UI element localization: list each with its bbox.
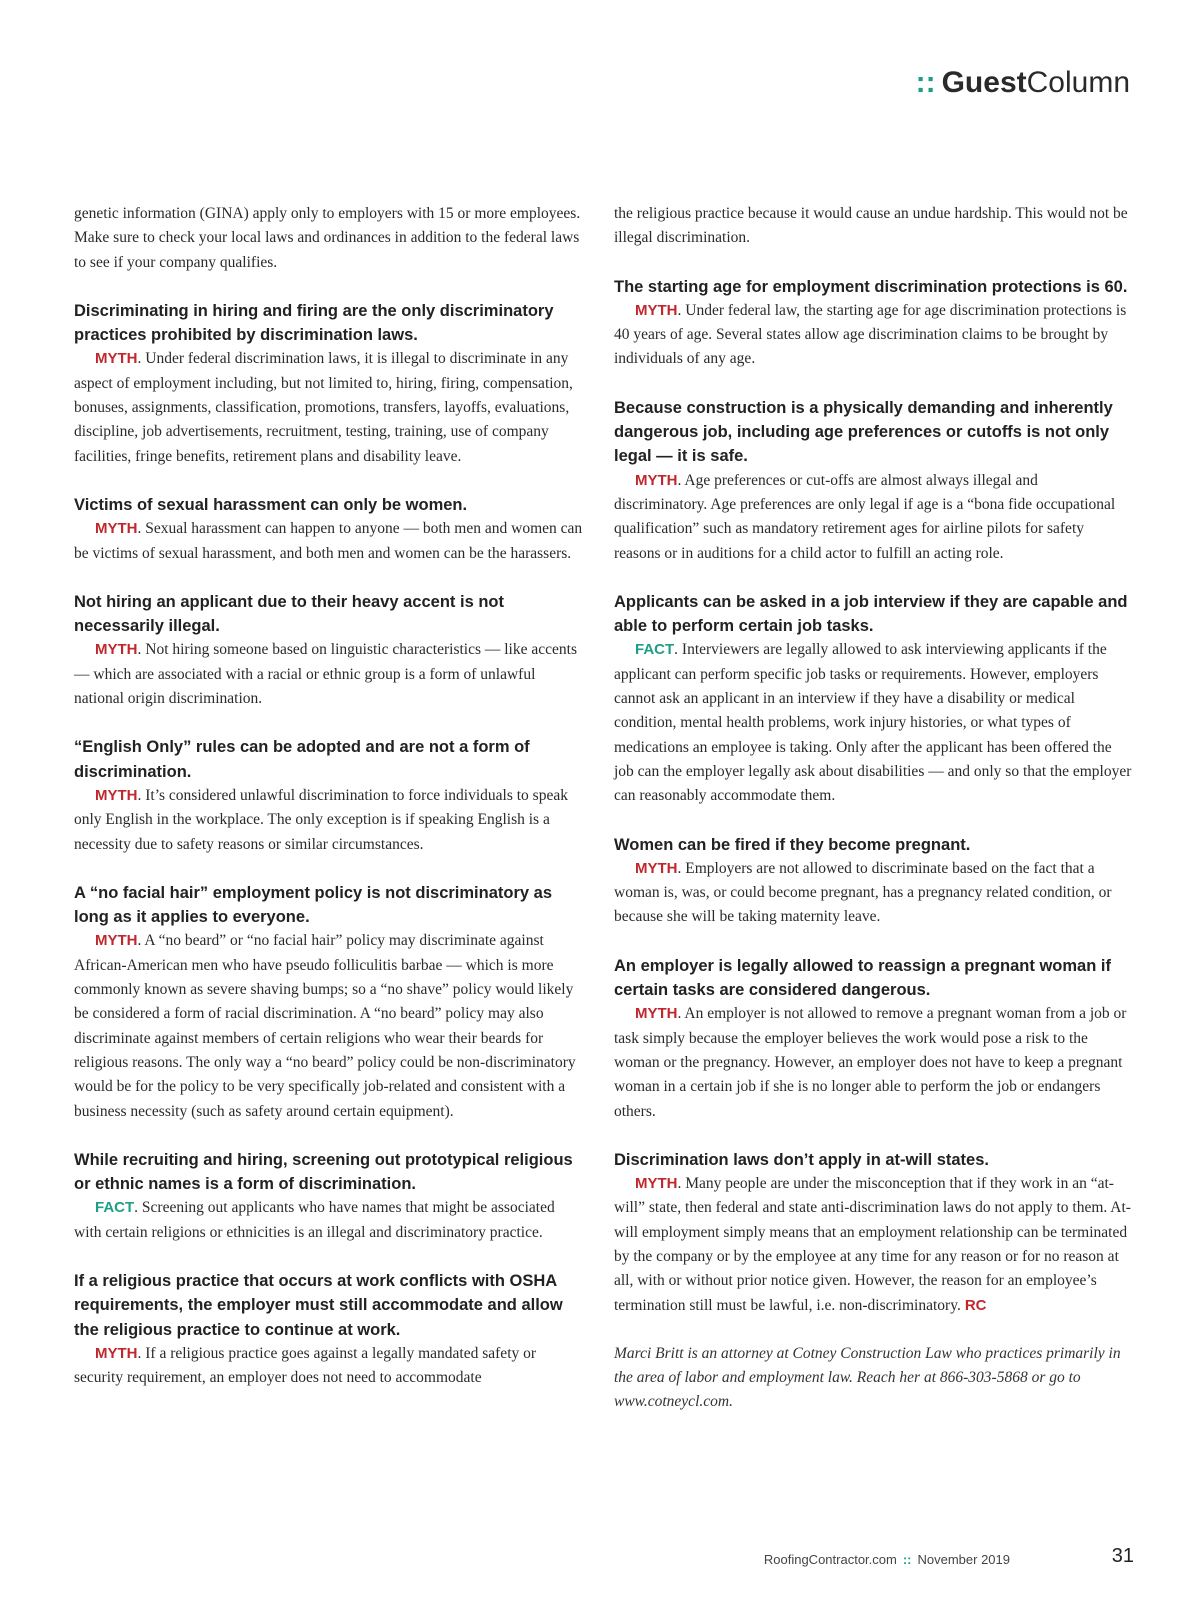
verdict-tag: MYTH — [95, 350, 138, 368]
answer-text: . It’s considered unlawful discrimination to force individuals to speak only English in the workplace. The only exception is if speaking English is a necessity due to safety reasons or similar circumstances. — [74, 786, 568, 853]
answer-text: . Not hiring someone based on linguistic characteristics — like accents — which are associated with a racial or ethnic group is a form of unlawful national origin discrimination. — [74, 641, 577, 708]
article-item — [74, 590, 586, 711]
question: If a religious practice that occurs at work conflicts with OSHA requirements, the employer must still accommodate and allow the religious practice to continue at work. — [74, 1271, 563, 1339]
question: Discrimination laws don’t apply in at-will states. — [614, 1150, 989, 1169]
verdict-tag: MYTH — [95, 932, 138, 950]
answer — [614, 638, 1134, 808]
answer — [614, 469, 1134, 566]
article-item — [614, 833, 1134, 930]
article-item — [74, 493, 586, 566]
header-light: Column — [1026, 66, 1130, 99]
question: A “no facial hair” employment policy is not discriminatory as long as it applies to everyone. — [74, 883, 553, 927]
question: Applicants can be asked in a job interview if they are capable and able to perform certain job tasks. — [614, 592, 1128, 636]
answer-text: . Employers are not allowed to discriminate based on the fact that a woman is, was, or could become pregnant, has a pregnancy related condition, or because she will be taking maternity leave. — [614, 859, 1112, 926]
answer — [74, 784, 586, 857]
answer-text: . An employer is not allowed to remove a pregnant woman from a job or task simply because the employer believes the work would pose a risk to the woman or the pregnancy. However, an employer does not have to keep a pregnant woman in a certain job if she is no longer able to perform the job or endangers others. — [614, 1005, 1127, 1120]
answer-text: . Interviewers are legally allowed to ask interviewing applicants if the applicant can perform specific job tasks or requirements. However, employers cannot ask an applicant in an interview if they have a disability or medical condition, mental health problems, work injury histories, or what types of medications an employee is taking. Only after the applicant has been offered the job can the employer legally ask about disabilities — and only so that the employer can reasonably accommodate them. — [614, 641, 1132, 805]
page-number: 31 — [1111, 1545, 1134, 1567]
answer-text: . Screening out applicants who have names that might be associated with certain religions or ethnicities is an illegal and discriminatory practice. — [74, 1199, 555, 1241]
answer-text: . Age preferences or cut-offs are almost always illegal and discriminatory. Age preferences are only legal if age is a “bona fide occupational qualification” such as mandatory retirement ages for airline pilots for safety reasons or in auditions for a child actor to fulfill an acting role. — [614, 471, 1116, 562]
question: An employer is legally allowed to reassign a pregnant woman if certain tasks are considered dangerous. — [614, 956, 1111, 1000]
verdict-tag: FACT — [635, 641, 675, 659]
answer — [614, 299, 1134, 372]
question: Because construction is a physically demanding and inherently dangerous job, including age preferences or cutoffs is not only legal — it is safe. — [614, 398, 1113, 466]
answer — [74, 517, 586, 566]
answer-text: . If a religious practice goes against a legally mandated safety or security requirement, an employer does not need to accommodate — [74, 1344, 537, 1387]
header-bold: Guest — [941, 66, 1027, 99]
verdict-tag: MYTH — [635, 1005, 678, 1023]
verdict-tag: MYTH — [95, 641, 138, 659]
answer — [614, 857, 1134, 930]
answer — [74, 638, 586, 711]
answer — [614, 1002, 1134, 1123]
page-footer — [764, 1552, 1010, 1567]
article-item — [74, 1269, 586, 1390]
left-lead: genetic information (GINA) apply only to employers with 15 or more employees. Make sure to check your local laws and ordinances in addition to the federal laws to see if your company qualifies. — [74, 205, 581, 271]
answer-text: . Under federal discrimination laws, it is illegal to discriminate in any aspect of employment including, but not limited to, hiring, firing, compensation, bonuses, assignments, classification, promotions, transfers, layoffs, evaluations, discipline, job advertisements, recruitment, testing, training, use of company facilities, fringe benefits, retirement plans and disability leave. — [74, 350, 573, 465]
article-item — [614, 275, 1134, 372]
answer-text: . Sexual harassment can happen to anyone — both men and women can be victims of sexual harassment, and both men and women can be the harassers. — [74, 520, 583, 562]
footer-issue: November 2019 — [917, 1552, 1010, 1567]
section-header — [916, 66, 1130, 100]
question: “English Only” rules can be adopted and are not a form of discrimination. — [74, 738, 530, 781]
article-item — [614, 1148, 1134, 1318]
article-item — [74, 1148, 586, 1245]
question: Not hiring an applicant due to their heavy accent is not necessarily illegal. — [74, 592, 504, 636]
verdict-tag: MYTH — [95, 1344, 138, 1362]
verdict-tag: FACT — [95, 1199, 135, 1217]
answer — [614, 1172, 1134, 1318]
footer-separator: :: — [902, 1552, 912, 1567]
verdict-tag: MYTH — [635, 859, 678, 877]
article-item — [614, 396, 1134, 566]
end-mark: RC — [964, 1296, 987, 1314]
answer — [74, 347, 586, 468]
author-bio: Marci Britt is an attorney at Cotney Construction Law who practices primarily in the area of labor and employment law. Reach her at 866-303-5868 or go to www.cotneycl.com. — [614, 1344, 1121, 1411]
question: Women can be fired if they become pregnant. — [614, 835, 971, 854]
verdict-tag: MYTH — [635, 471, 678, 489]
answer-text: . Many people are under the misconception that if they work in an “at-will” state, then federal and state anti-discrimination laws do not apply to them. At-will employment simply means that an employment relationship can be terminated by the company or by the employee at any time for any reason or for no reason at all, with or without prior notice given. However, the reason for an employee’s termination still must be lawful, i.e. non-discriminatory. — [614, 1175, 1131, 1314]
answer — [74, 1342, 586, 1391]
answer-text: . Under federal law, the starting age for age discrimination protections is 40 years of age. Several states allow age discrimination claims to be brought by individuals of any age. — [614, 301, 1127, 368]
right-lead: the religious practice because it would cause an undue hardship. This would not be illegal discrimination. — [614, 205, 1128, 247]
verdict-tag: MYTH — [635, 1175, 678, 1193]
verdict-tag: MYTH — [635, 301, 678, 319]
answer — [74, 929, 586, 1123]
left-column — [74, 202, 586, 1414]
article-item — [74, 299, 586, 469]
verdict-tag: MYTH — [95, 520, 138, 538]
article-item — [74, 735, 586, 856]
right-column — [614, 202, 1134, 1415]
article-item — [74, 881, 586, 1124]
answer — [74, 1196, 586, 1245]
header-dots: :: — [915, 66, 936, 99]
question: The starting age for employment discrimination protections is 60. — [614, 277, 1128, 296]
article-item — [614, 954, 1134, 1124]
article-item — [614, 590, 1134, 809]
question: While recruiting and hiring, screening out prototypical religious or ethnic names is a form of discrimination. — [74, 1150, 573, 1194]
footer-site: RoofingContractor.com — [763, 1552, 897, 1567]
verdict-tag: MYTH — [95, 786, 138, 804]
question: Victims of sexual harassment can only be women. — [74, 495, 468, 514]
question: Discriminating in hiring and firing are the only discriminatory practices prohibited by discrimination laws. — [74, 301, 554, 345]
answer-text: . A “no beard” or “no facial hair” policy may discriminate against African-American men who have pseudo folliculitis barbae — which is more commonly known as severe shaving bumps; so a “no shave” policy would likely be considered a form of racial discrimination. A “no beard” policy may also discriminate against members of certain religions who wear their beards for religious reasons. The only way a “no beard” policy could be non-discriminatory would be for the policy to be very specifically job-related and consistent with a business necessity (such as safety around certain equipment). — [74, 932, 576, 1120]
